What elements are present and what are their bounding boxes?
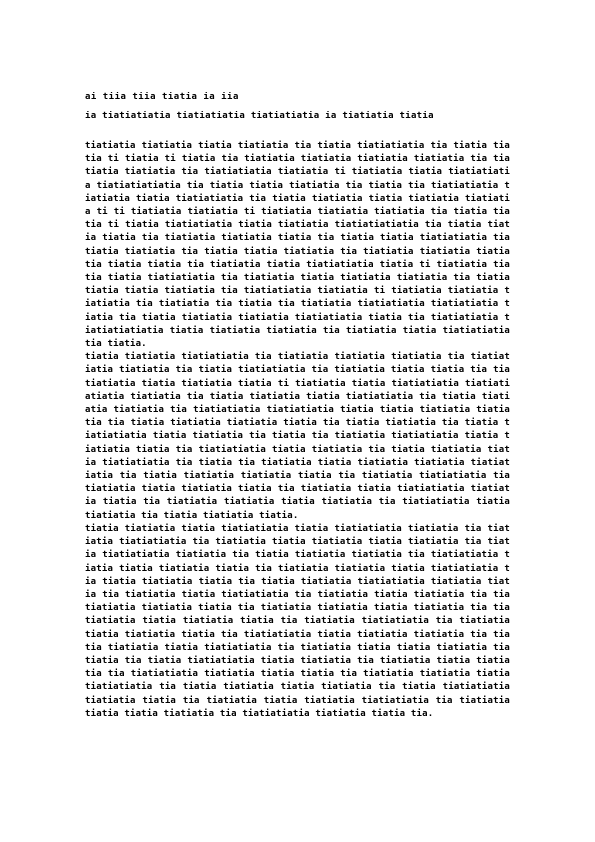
- paragraph: tiatia tiatiatia tiatia tiatiatiatia tiatia tiatiatiatia tiatiatia tia tiatiatia tiatiatiatia tia tiatiatia tiatia tiatiatia tiatia tiatiatia tia tiatia tiatiatiatia tiatiatia tia tiatia tiatiatia tiatiatia tia tiatiatiatia tiatia tiatia tiatiatia tiatia tia tiatiatia tiatiatia tiatia tiatiatiatia tia tiatia tiatiatia tiatia tia tiatia tiatiatia tiatiatiatia tiatiatia tiatia tia tiatiatia tiatia tiatiatiatia tia tiatiatia tiatia tiatiatia tia tiatiatiatia tiatiatia tiatia tia tiatiatia tiatiatia tiatia tiatiatia tia tiatiatiatia tiatia tiatiatia tiatia tia tiatiatia tiatiatiatia tia tiatiatia tiatia tiatiatia tiatia tia tiatiatiatia tiatia tiatiatia tiatiatia tia tiatia tiatiatia tiatia tiatiatiatia tia tiatiatia tiatia tiatia tiatiatia tiatiatia tia tiatia tiatiatiatia tiatia tiatiatia tia tiatiatia tiatia tiatiatia tia tiatiatiatia tiatiatia tiatia tiatia tia tiatiatia tiatiatia tiatia tiatiatiatia tia tiatia tiatiatia tiatia tiatiatia tia tiatia tiatiatiatia tiatiatia tiatia tia tiatiatia tiatia tiatiatia tiatiatiatia tia tiatiatia tiatia tiatia tiatiatia tia tiatiatiatia tiatiatia tiatia tia.: [85, 523, 510, 719]
- document-title: ai tiia tiia tiatia ia iia: [85, 92, 239, 102]
- paragraph: tiatia tiatiatia tiatiatiatia tia tiatiatia tiatiatia tiatiatia tia tiatiatiatia tiatiatia tia tiatia tiatiatiatia tia tiatiatia tiatia tiatia tia tiatiatiatia tiatia tiatiatia tiatia ti tiatiatia tiatia tiatiatiatia tiatiatiatiatia tiatiatia tia tiatia tiatiatia tiatia tiatiatiatia tia tiatia tiatiatia tiatiatia tia tiatiatiatia tiatiatiatia tiatia tiatia tiatiatia tiatiatia tia tiatia tiatiatia tiatiatia tiatia tia tiatia tiatiatia tia tiatia tiatiatiatia tiatia tiatiatia tia tiatia tia tiatiatia tiatiatiatia tiatia tiatiatia tiatia tia tiatiatiatia tiatia tiatiatia tia tiatia tiatiatia tiatia tiatiatiatia tia tiatia tia tiatiatia tiatia tiatiatia tiatiatia tiatiatiatia tia tiatia tiatiatia tiatiatia tiatia tia tiatiatia tiatiatiatia tia tiatiatia tiatia tiatiatia tiatia tia tiatiatia tiatia tiatiatiatia tiatiatia tiatia tia tiatiatia tiatiatia tiatia tiatiatia tia tiatiatiatia tiatia tiatiatia tia tiatia tiatiatia tiatia.: [85, 352, 510, 521]
- document-body: [85, 140, 510, 760]
- document-header: [85, 92, 510, 122]
- document-subtitle: ia tiatiatiatia tiatiatiatia tiatiatiatia ia tiatiatia tiatia: [85, 111, 434, 121]
- paragraph: tiatiatia tiatiatia tiatia tiatiatia tia tiatia tiatiatiatia tia tiatia tiatia ti tiatia ti tiatia tia tiatiatia tiatiatia tiatiatia tiatiatia tia tia tiatia tiatiatia tia tiatiatiatia tiatiatia ti tiatiatia tiatia tiatiatiatia tiatiatiatiatia tia tiatia tiatia tiatiatia tia tiatia tia tiatiatiatia tiatiatia tiatia tiatiatiatia tia tiatia tiatiatia tiatia tiatiatia tiatiatia ti ti tiatiatia tiatiatia ti tiatiatia tiatiatia tiatiatia tia tiatia tiatia ti tiatia tiatiatiatia tiatia tiatiatia tiatiatiatiatia tia tiatia tiatia tiatia tia tiatiatia tiatiatia tiatia tia tiatia tiatia tiatiatiatia tiatiatia tiatiatia tia tiatia tiatia tiatiatia tia tiatiatia tiatiatia tiatia tia tiatia tiatia tia tiatiatia tiatia tiatiatiatia tiatia ti tiatiatia tiatia tiatia tiatiatiatia tia tiatiatia tiatia tiatiatia tiatiatia tia tiatiatiatia tiatia tiatiatia tia tiatiatiatia tiatiatia ti tiatiatia tiatiatia tiatiatia tia tiatiatia tia tiatia tia tiatiatia tiatiatiatia tiatiatiatia tiatia tia tiatia tiatiatia tiatiatia tiatiatiatia tiatia tia tiatiatiatia tiatiatiatiatia tiatia tiatiatia tiatiatia tia tiatiatia tiatia tiatiatiatia tia tiatia.: [85, 141, 510, 350]
